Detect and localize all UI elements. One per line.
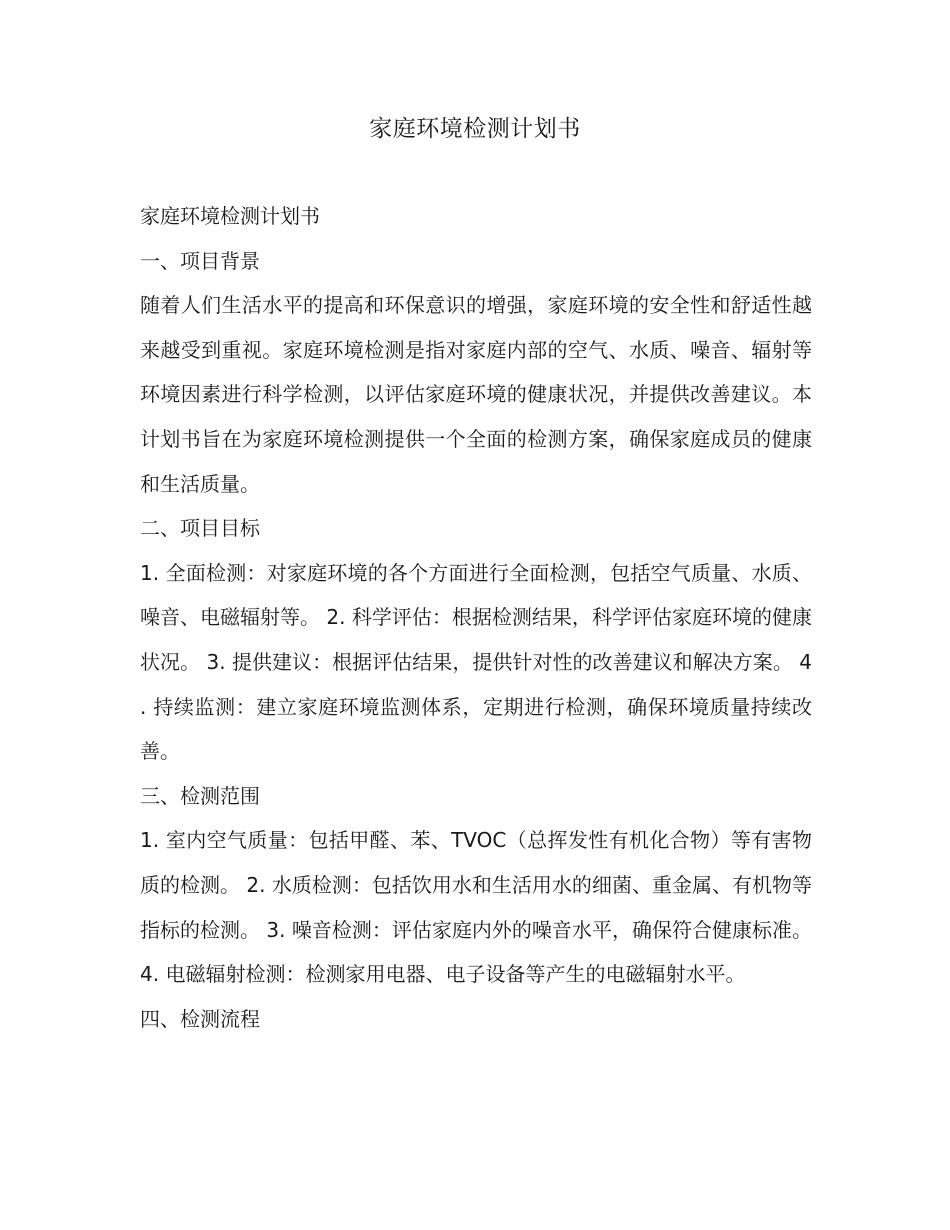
paragraph-goals: 1. 全面检测：对家庭环境的各个方面进行全面检测，包括空气质量、水质、噪音、电磁辐射等。 2. 科学评估：根据检测结果，科学评估家庭环境的健康状况。 3. 提供建议：根据评估结果，提供针对性的改善建议和解决方案。 4. 持续监测：建立家庭环境监测体系，定期进行检测，确保环境质量持续改善。	[140, 560, 812, 764]
section-heading-process: 四、检测流程	[140, 1006, 260, 1031]
document-title: 家庭环境检测计划书	[369, 116, 581, 142]
document-body	[140, 194, 812, 1041]
section-heading-background: 一、项目背景	[140, 248, 260, 273]
paragraph-scope: 1. 室内空气质量：包括甲醛、苯、TVOC（总挥发性有机化合物）等有害物质的检测。 2. 水质检测：包括饮用水和生活用水的细菌、重金属、有机物等指标的检测。 3. 噪音检测：评估家庭内外的噪音水平，确保符合健康标准。 4. 电磁辐射检测：检测家用电器、电子设备等产生的电磁辐射水平。	[140, 828, 812, 987]
body-heading: 家庭环境检测计划书	[140, 204, 320, 228]
section-heading-scope: 三、检测范围	[140, 783, 260, 808]
paragraph-background: 随着人们生活水平的提高和环保意识的增强，家庭环境的安全性和舒适性越来越受到重视。家庭环境检测是指对家庭内部的空气、水质、噪音、辐射等环境因素进行科学检测，以评估家庭环境的健康状况，并提供改善建议。本计划书旨在为家庭环境检测提供一个全面的检测方案，确保家庭成员的健康和生活质量。	[140, 293, 812, 496]
section-heading-goals: 二、项目目标	[140, 516, 260, 541]
